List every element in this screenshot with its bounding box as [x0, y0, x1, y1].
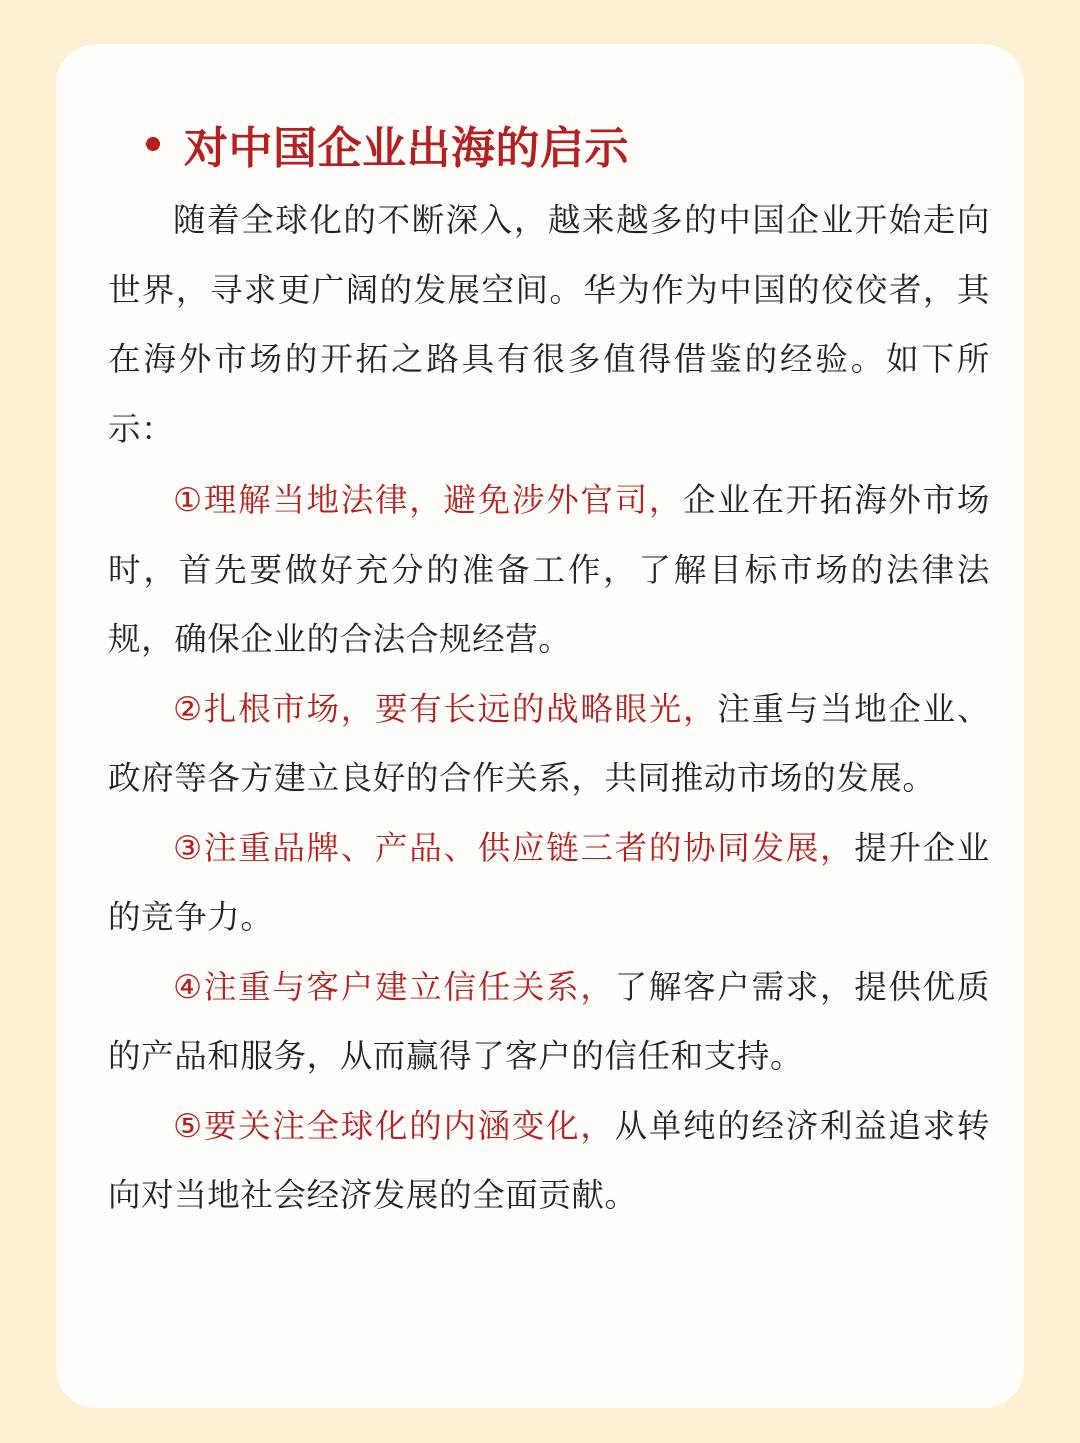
- point-paragraph-1: [108, 466, 990, 675]
- point-paragraph-4: [108, 953, 990, 1092]
- point-paragraph-5: [108, 1092, 990, 1231]
- point-highlight: ⑤要关注全球化的内涵变化，: [173, 1106, 615, 1145]
- point-highlight: ③注重品牌、产品、供应链三者的协同发展，: [173, 828, 855, 867]
- section-heading: [146, 114, 990, 174]
- content-card: [56, 44, 1024, 1408]
- point-highlight: ②扎根市场，要有长远的战略眼光，: [173, 689, 718, 728]
- point-text: 提升企业的竞争力。: [108, 828, 991, 936]
- section-title: 对中国企业出海的启示: [184, 123, 629, 174]
- point-text: 从单纯的经济利益追求转向对当地社会经济发展的全面贡献。: [108, 1106, 990, 1214]
- article-body: [108, 114, 990, 1231]
- point-highlight: ①理解当地法律，避免涉外官司，: [173, 481, 684, 519]
- bullet-dot-icon: [146, 137, 160, 151]
- point-text: 了解客户需求，提供优质的产品和服务，从而赢得了客户的信任和支持。: [108, 967, 990, 1075]
- point-highlight: ④注重与客户建立信任关系，: [173, 967, 615, 1006]
- point-paragraph-3: [108, 814, 990, 953]
- intro-paragraph: 随着全球化的不断深入，越来越多的中国企业开始走向世界，寻求更广阔的发展空间。华为作为中国的佼佼者，其在海外市场的开拓之路具有很多值得借鉴的经验。如下所示：: [108, 201, 990, 448]
- point-paragraph-2: [108, 675, 990, 814]
- point-text: 企业在开拓海外市场时，首先要做好充分的准备工作，了解目标市场的法律法规，确保企业的合法合规经营。: [108, 481, 990, 658]
- point-text: 注重与当地企业、政府等各方建立良好的合作关系，共同推动市场的发展。: [108, 689, 990, 797]
